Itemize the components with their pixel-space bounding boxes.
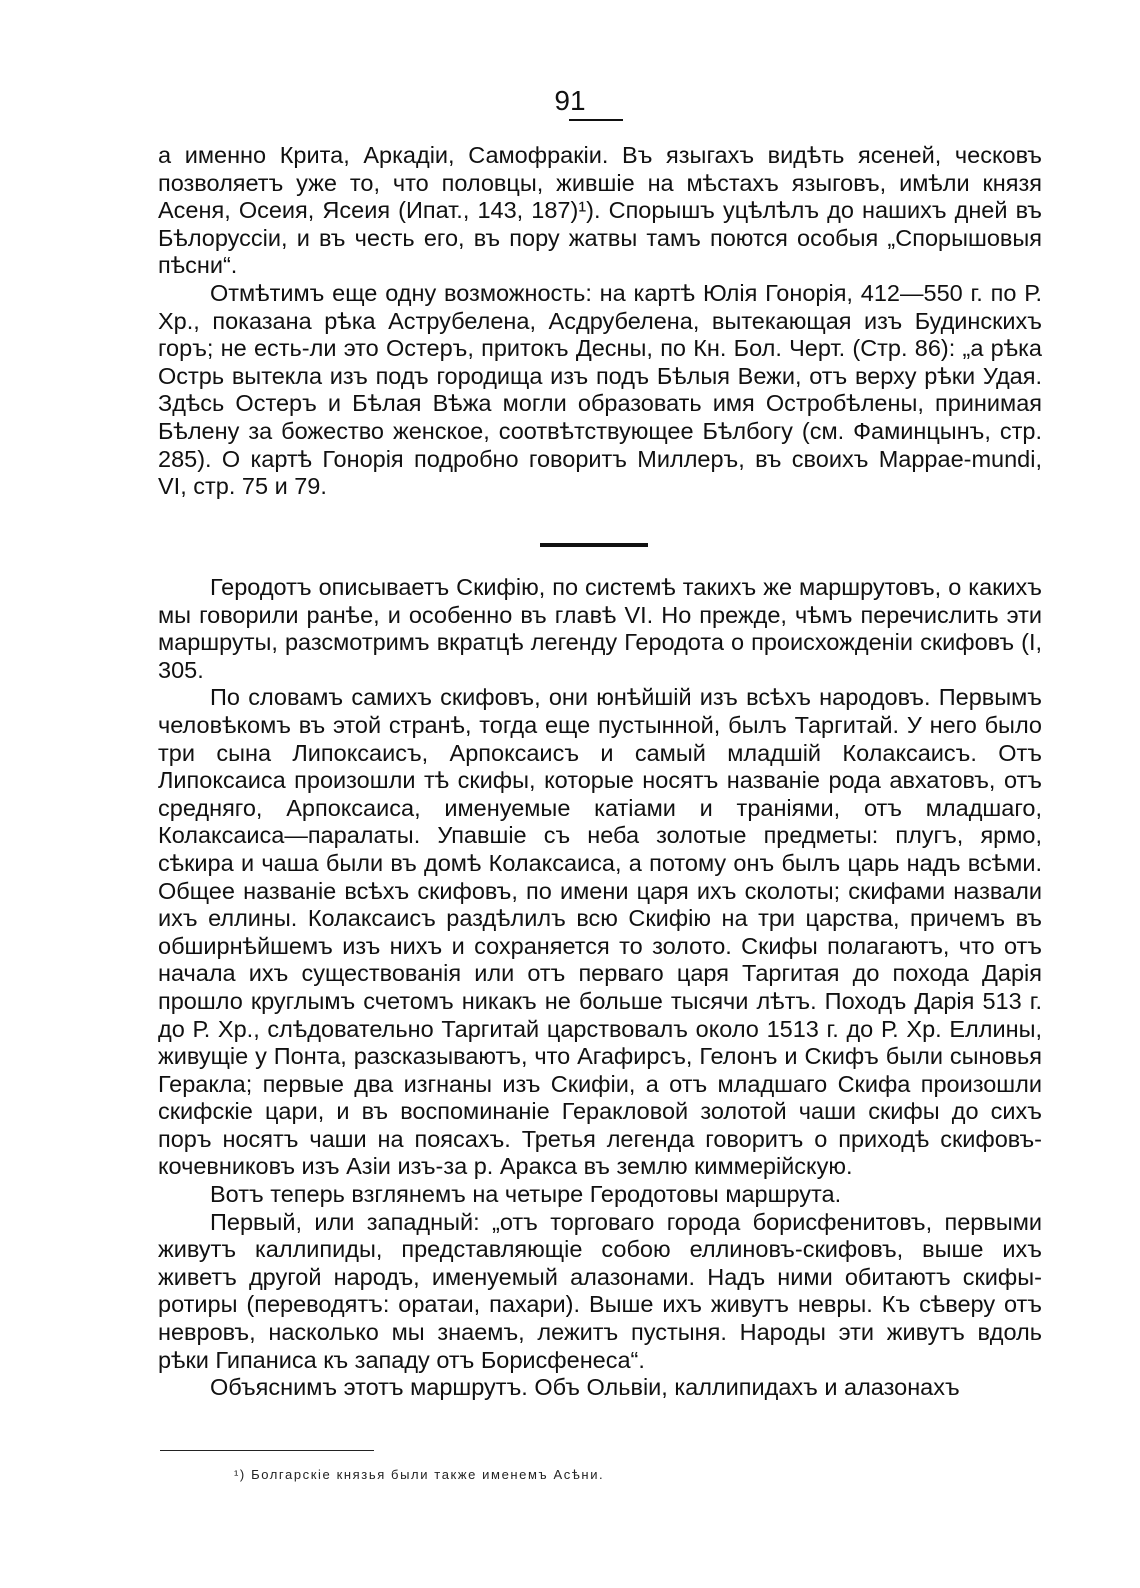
footnote: ¹) Болгарскіе князья были также именемъ Асѣни. <box>234 1467 605 1482</box>
paragraph: Отмѣтимъ еще одну возможность: на картѣ Юлія Гонорія, 412—550 г. по Р. Хр., показана рѣка Аструбелена, Асдрубелена, вытекающая изъ Будинскихъ горъ; не есть-ли это Остеръ, притокъ Десны, по Кн. Бол. Черт. (Стр. 86): „а рѣка Острь вытекла изъ подъ городища изъ подъ Бѣлыя Вежи, отъ верху рѣки Удая. Здѣсь Остеръ и Бѣлая Вѣжа могли образовать имя Остробѣлены, принимая Бѣлену за божество женское, соотвѣтствующее Бѣлбогу (см. Фаминцынъ, стр. 285). О картѣ Гонорія подробно говоритъ Миллеръ, въ своихъ Mappae-mundi, VI, стр. 75 и 79. <box>158 279 1042 500</box>
upper-text-block <box>158 142 1042 501</box>
paragraph: Первый, или западный: „отъ торговаго города борисфенитовъ, первыми живутъ каллипиды, представляющіе собою еллиновъ-скифовъ, выше ихъ живетъ другой народъ, именуемый алазонами. Надъ ними обитаютъ скифы-ротиры (переводятъ: оратаи, пахари). Выше ихъ живутъ невры. Къ сѣверу отъ невровъ, насколько мы знаемъ, лежитъ пустыня. Народы эти живутъ вдоль рѣки Гипаниса къ западу отъ Борисфенеса“. <box>158 1208 1042 1373</box>
section-divider <box>540 543 648 547</box>
paragraph: Объяснимъ этотъ маршрутъ. Объ Ольвіи, каллипидахъ и алазонахъ <box>210 1374 960 1401</box>
paragraph: По словамъ самихъ скифовъ, они юнѣйшій изъ всѣхъ народовъ. Первымъ человѣкомъ въ этой странѣ, тогда еще пустынной, былъ Таргитай. У него было три сына Липоксаисъ, Арпоксаисъ и самый младшій Колаксаисъ. Отъ Липоксаиса произошли тѣ скифы, которые носятъ названіе рода авхатовъ, отъ средняго, Арпоксаиса, именуемые катіами и траніями, отъ младшаго, Колаксаиса—паралаты. Упавшіе съ неба золотые предметы: плугъ, ярмо, сѣкира и чаша были въ домѣ Колаксаиса, а потому онъ былъ царь надъ всѣми. Общее названіе всѣхъ скифовъ, по имени царя ихъ сколоты; скифами назвали ихъ еллины. Колаксаисъ раздѣлилъ всю Скифію на три царства, причемъ въ обширнѣйшемъ изъ нихъ и сохраняется то золото. Скифы полагаютъ, что отъ начала ихъ существованія или отъ перваго царя Таргитая до похода Дарія прошло круглымъ счетомъ никакъ не больше тысячи лѣтъ. Походъ Дарія 513 г. до Р. Хр., слѣдовательно Таргитай царствовалъ около 1513 г. до Р. Хр. Еллины, живущіе у Понта, разсказываютъ, что Агафирсъ, Гелонъ и Скифъ были сыновья Геракла; первые два изгнаны изъ Скифіи, а отъ младшаго Скифа произошли скифскіе цари, и въ воспоминаніе Геракловой золотой чаши скифы до сихъ поръ носятъ чаши на поясахъ. Третья легенда говоритъ о приходѣ скифовъ-кочевниковъ изъ Азіи изъ-за р. Аракса въ землю киммерійскую. <box>158 684 1042 1180</box>
paragraph: Геродотъ описываетъ Скифію, по системѣ такихъ же маршрутовъ, о какихъ мы говорили ранѣе, и особенно въ главѣ VI. Но прежде, чѣмъ перечислить эти маршруты, разсмотримъ вкратцѣ легенду Геродота о происхожденіи скифовъ (I, 305. <box>158 574 1042 683</box>
footnote-divider <box>160 1450 374 1451</box>
page-number-underline <box>569 119 623 121</box>
paragraph: а именно Крита, Аркадіи, Самофракіи. Въ языгахъ видѣть ясеней, ческовъ позволяетъ уже то, что половцы, жившіе на мѣстахъ языговъ, имѣли князя Асеня, Осеия, Ясеия (Ипат., 143, 187)¹). Спорышъ уцѣлѣлъ до нашихъ дней въ Бѣлоруссіи, и въ честь его, въ пору жатвы тамъ поются особыя „Спорышовыя пѣсни“. <box>158 142 1042 279</box>
paragraph: Вотъ теперь взглянемъ на четыре Геродотовы маршрута. <box>210 1181 842 1208</box>
lower-text-block <box>158 574 1042 1402</box>
page-number: 91 <box>554 85 586 116</box>
